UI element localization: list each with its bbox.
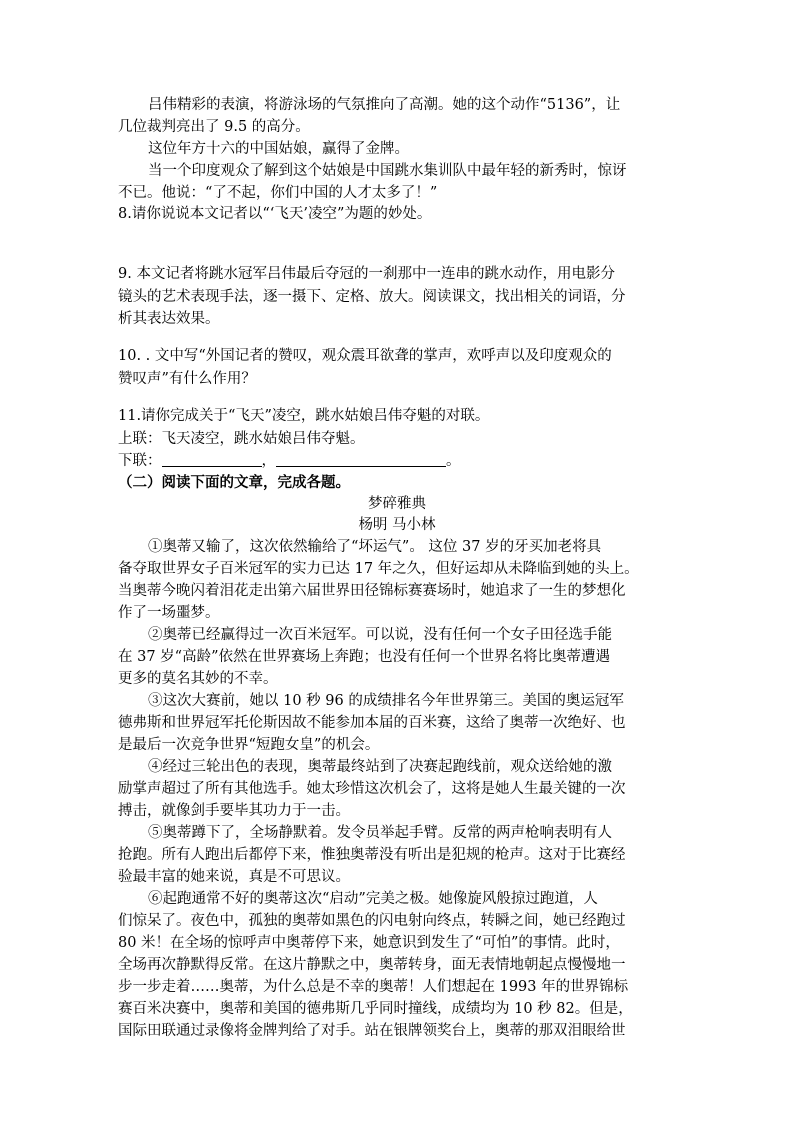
text-line: 不已。他说：“了不起，你们中国的人才太多了！” [118, 185, 438, 201]
question-9-line: 镜头的艺术表现手法，逐一摄下、定格、放大。阅读课文，找出相关的词语，分 [118, 289, 626, 305]
article-authors: 杨明 马小林 [358, 517, 436, 533]
paragraph-line: ①奥蒂又输了，这次依然输给了“坏运气”。 这位 37 岁的牙买加老将具 [148, 539, 602, 555]
paragraph-line: 是最后一次竞争世界“短跑女皇”的机会。 [118, 737, 380, 753]
paragraph-line: 80 米！在全场的惊呼声中奥蒂停下来，她意识到发生了“可怕”的事情。此时， [118, 935, 620, 951]
couplet-upper: 上联：飞天凌空，跳水姑娘吕伟夺魁。 [118, 431, 365, 447]
paragraph-line: 当奥蒂今晚闪着泪花走出第六届世界田径锦标赛赛场时，她追求了一生的梦想化 [118, 583, 626, 599]
question-9-line: 析其表达效果。 [118, 311, 220, 327]
couplet-answer-blank-1[interactable] [162, 452, 262, 467]
couplet-lower [118, 451, 678, 472]
couplet-end: 。 [446, 453, 461, 469]
question-9-line: 9. 本文记者将跳水冠军吕伟最后夺冠的一刹那中一连串的跳水动作，用电影分 [118, 266, 615, 282]
question-11-line: 11.请你完成关于“飞天”凌空，跳水姑娘吕伟夺魁的对联。 [118, 408, 490, 424]
question-8: 8.请你说说本文记者以“‘飞天’凌空”为题的妙处。 [118, 206, 432, 222]
paragraph-line: ③这次大赛前，她以 10 秒 96 的成绩排名今年世界第三。美国的奥运冠军 [148, 693, 624, 709]
paragraph-line: 们惊呆了。夜色中，孤独的奥蒂如黑色的闪电射向终点，转瞬之间，她已经跑过 [118, 913, 626, 929]
paragraph-line: 全场再次静默得反常。在这片静默之中，奥蒂转身，面无表情地朝起点慢慢地一 [118, 957, 626, 973]
couplet-comma: ， [261, 453, 276, 469]
paragraph-line: ④经过三轮出色的表现，奥蒂最终站到了决赛起跑线前，观众送给她的激 [148, 759, 612, 775]
paragraph-line: 搏击，就像剑手要毕其功力于一击。 [118, 803, 350, 819]
paragraph-line: 备夺取世界女子百米冠军的实力已达 17 年之久，但好运却从未降临到她的头上。 [118, 561, 639, 577]
paragraph-line: 励掌声超过了所有其他选手。她太珍惜这次机会了，这将是她人生最关键的一次 [118, 781, 626, 797]
text-line: 吕伟精彩的表演，将游泳场的气氛推向了高潮。她的这个动作“5136”，让 [148, 97, 621, 113]
paragraph-line: 在 37 岁“高龄”依然在世界赛场上奔跑；也没有任何一个世界名将比奥蒂遭遇 [118, 649, 610, 665]
couplet-answer-blank-2[interactable] [276, 452, 446, 467]
text-line: 这位年方十六的中国姑娘，赢得了金牌。 [148, 141, 409, 157]
couplet-lower-label: 下联： [118, 453, 162, 469]
section-title: （二）阅读下面的文章，完成各题。 [118, 474, 350, 491]
paragraph-line: 赛百米决赛中，奥蒂和美国的德弗斯几乎同时撞线，成绩均为 10 秒 82。但是， [118, 1001, 633, 1017]
paragraph-line: ②奥蒂已经赢得过一次百米冠军。可以说，没有任何一个女子田径选手能 [148, 627, 612, 643]
text-line: 几位裁判亮出了 9.5 的高分。 [118, 119, 310, 135]
paragraph-line: ⑤奥蒂蹲下了，全场静默着。发令员举起手臂。反常的两声枪响表明有人 [148, 825, 612, 841]
paragraph-line: 验最丰富的她来说，真是不可思议。 [118, 869, 350, 885]
article-title: 梦碎雅典 [368, 496, 426, 512]
text-line: 当一个印度观众了解到这个姑娘是中国跳水集训队中最年轻的新秀时，惊讶 [148, 163, 627, 179]
paragraph-line: 更多的莫名其妙的不幸。 [118, 671, 278, 687]
paragraph-line: ⑥起跑通常不好的奥蒂这次“启动”完美之极。她像旋风般掠过跑道，人 [148, 891, 598, 907]
paragraph-line: 德弗斯和世界冠军托伦斯因故不能参加本届的百米赛，这给了奥蒂一次绝好、也 [118, 715, 626, 731]
question-10-line: 赞叹声”有什么作用？ [118, 371, 256, 387]
paragraph-line: 国际田联通过录像将金牌判给了对手。站在银牌领奖台上，奥蒂的那双泪眼给世 [118, 1023, 626, 1039]
paragraph-line: 步一步走着……奥蒂，为什么总是不幸的奥蒂！人们想起在 1993 年的世界锦标 [118, 979, 629, 995]
question-10-line: 10. . 文中写“外国记者的赞叹，观众震耳欲聋的掌声，欢呼声以及印度观众的 [118, 348, 612, 364]
paragraph-line: 抢跑。所有人跑出后都停下来，惟独奥蒂没有听出是犯规的枪声。这对于比赛经 [118, 847, 626, 863]
paragraph-line: 作了一场噩梦。 [118, 605, 220, 621]
